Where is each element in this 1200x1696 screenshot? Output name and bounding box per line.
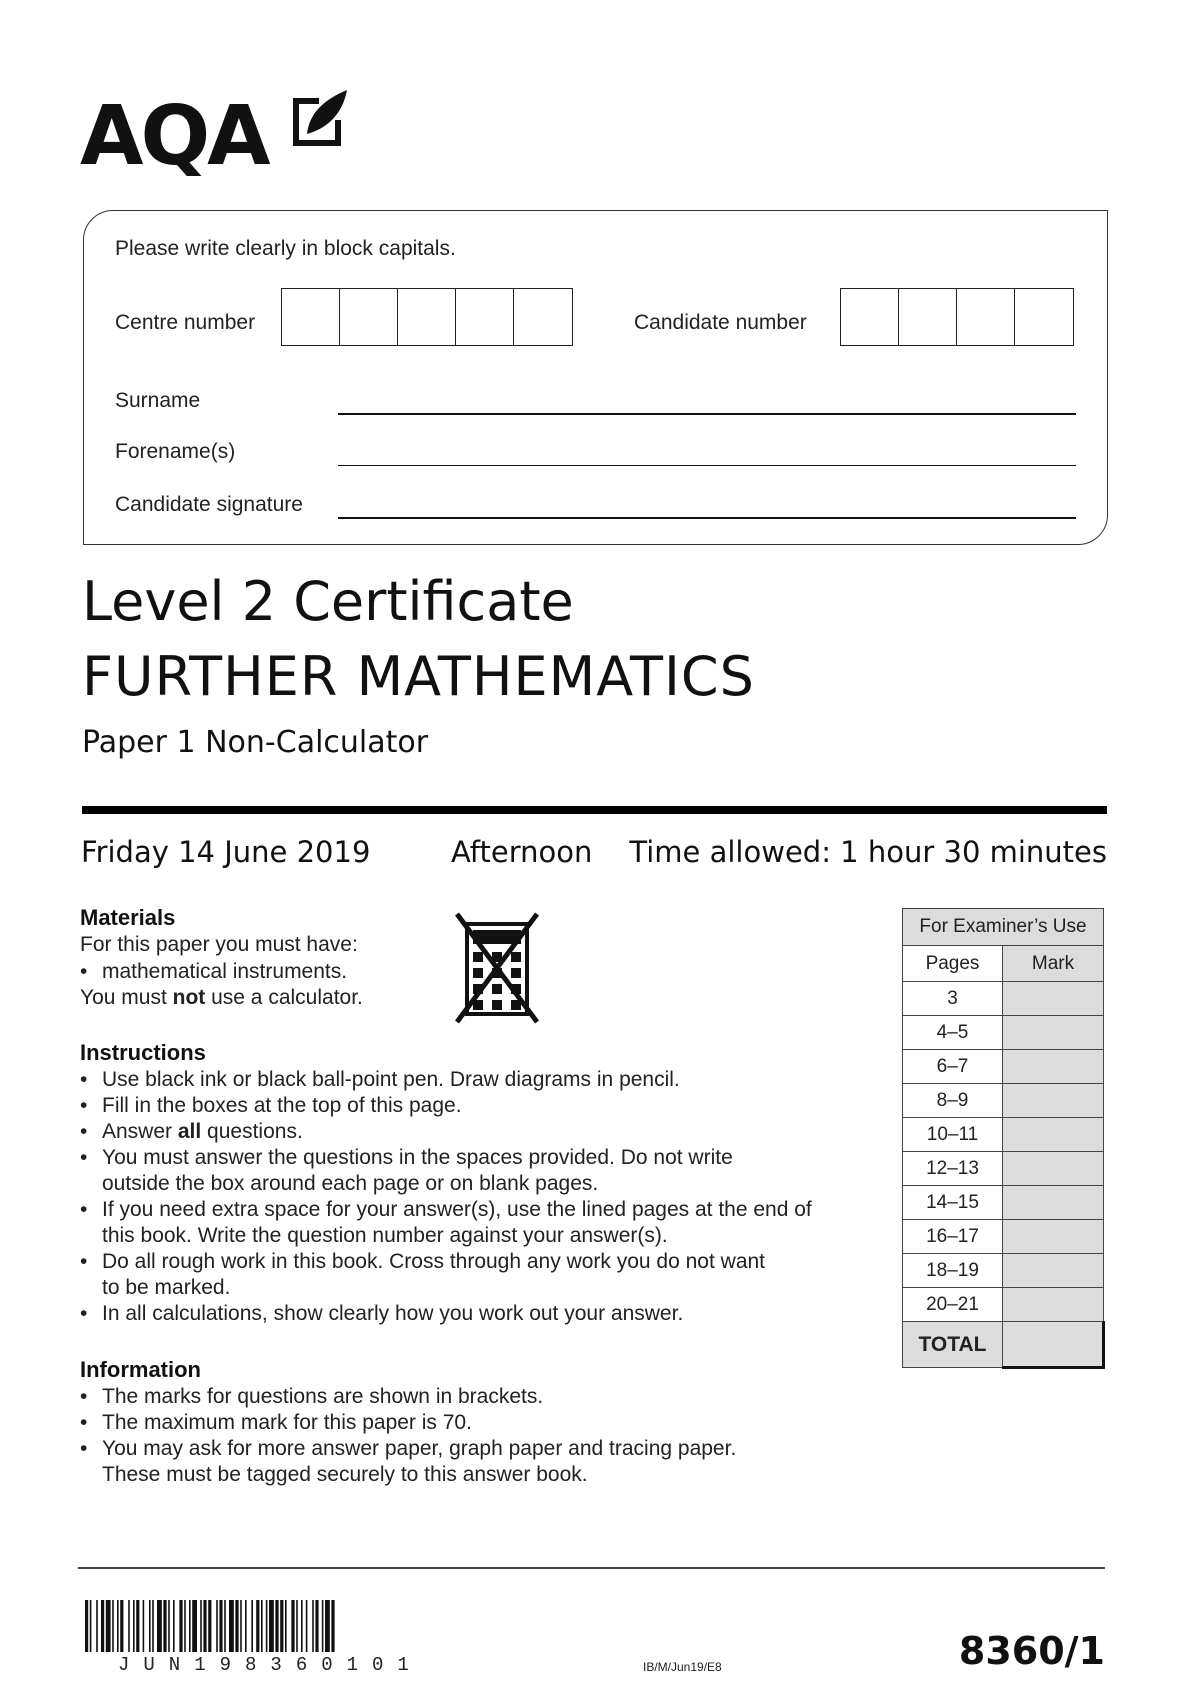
centre-number-boxes[interactable] [281, 288, 573, 346]
page-range: 4–5 [903, 1016, 1003, 1050]
page-range: 6–7 [903, 1050, 1003, 1084]
signature-line[interactable] [338, 517, 1076, 519]
total-label: TOTAL [903, 1322, 1003, 1368]
candidate-number-digit[interactable] [841, 289, 899, 345]
leaf-icon [285, 90, 347, 148]
mark-cell[interactable] [1003, 982, 1104, 1016]
block-capitals-instruction: Please write clearly in block capitals. [115, 237, 456, 260]
centre-number-label: Centre number [115, 311, 256, 334]
examiner-use-heading: For Examiner’s Use [903, 909, 1104, 946]
centre-number-digit[interactable] [340, 289, 398, 345]
mark-cell[interactable] [1003, 1220, 1104, 1254]
candidate-number-label: Candidate number [634, 311, 807, 334]
forenames-label: Forename(s) [115, 440, 236, 463]
mark-cell[interactable] [1003, 1152, 1104, 1186]
mark-cell[interactable] [1003, 1084, 1104, 1118]
qualification-level: Level 2 Certificate [82, 570, 574, 633]
page-range: 12–13 [903, 1152, 1003, 1186]
total-mark-cell[interactable] [1003, 1322, 1104, 1368]
page-range: 3 [903, 982, 1003, 1016]
exam-date: Friday 14 June 2019 [81, 835, 371, 869]
candidate-number-boxes[interactable] [840, 288, 1074, 346]
mark-cell[interactable] [1003, 1288, 1104, 1322]
time-allowed: Time allowed: 1 hour 30 minutes [629, 835, 1107, 869]
exam-session: Afternoon [451, 835, 593, 869]
page-range: 18–19 [903, 1254, 1003, 1288]
candidate-number-digit[interactable] [957, 289, 1015, 345]
logo-text: AQA [80, 89, 268, 184]
page-range: 10–11 [903, 1118, 1003, 1152]
paper-title: Paper 1 Non-Calculator [82, 725, 429, 760]
page-range: 16–17 [903, 1220, 1003, 1254]
centre-number-digit[interactable] [398, 289, 456, 345]
materials-heading: Materials [80, 905, 176, 930]
mark-column-header: Mark [1003, 946, 1104, 982]
mark-cell[interactable] [1003, 1016, 1104, 1050]
centre-number-digit[interactable] [514, 289, 572, 345]
instructions-heading: Instructions [80, 1040, 206, 1065]
page-range: 8–9 [903, 1084, 1003, 1118]
mark-cell[interactable] [1003, 1254, 1104, 1288]
candidate-number-digit[interactable] [899, 289, 957, 345]
mark-cell[interactable] [1003, 1186, 1104, 1220]
centre-number-digit[interactable] [456, 289, 514, 345]
mark-cell[interactable] [1003, 1118, 1104, 1152]
aqa-logo [80, 90, 350, 190]
barcode-number: JUN198360101 [118, 1654, 423, 1676]
subject-title: FURTHER MATHEMATICS [82, 645, 755, 708]
document-reference: IB/M/Jun19/E8 [643, 1660, 722, 1674]
calculator-rule: You must not use a calculator. [80, 986, 363, 1009]
title-divider [82, 806, 1107, 814]
examiner-use-table [902, 908, 1105, 1369]
information-heading: Information [80, 1357, 201, 1382]
signature-label: Candidate signature [115, 493, 303, 516]
candidate-number-digit[interactable] [1015, 289, 1073, 345]
paper-code: 8360/1 [958, 1629, 1105, 1673]
materials-intro: For this paper you must have: [80, 933, 358, 956]
pages-column-header: Pages [903, 946, 1003, 982]
surname-label: Surname [115, 389, 201, 412]
no-calculator-icon [455, 912, 539, 1024]
barcode [85, 1600, 470, 1652]
surname-line[interactable] [338, 413, 1076, 415]
centre-number-digit[interactable] [282, 289, 340, 345]
page-range: 20–21 [903, 1288, 1003, 1322]
page-range: 14–15 [903, 1186, 1003, 1220]
forenames-line[interactable] [338, 465, 1076, 466]
footer-divider [78, 1567, 1105, 1569]
mark-cell[interactable] [1003, 1050, 1104, 1084]
